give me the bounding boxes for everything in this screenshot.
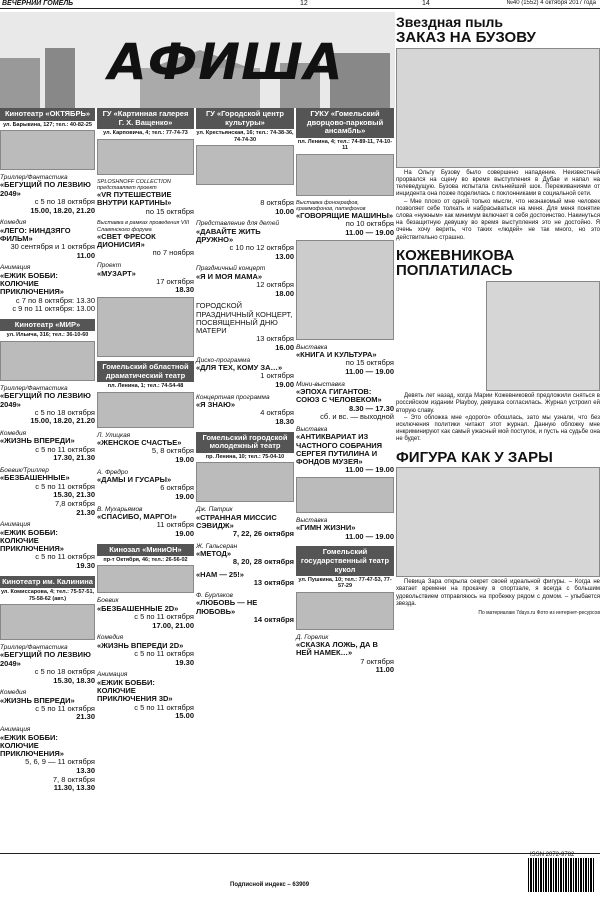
event-genre: Комедия [0, 689, 27, 697]
event-times: с 9 по 11 октября: 13.00 [12, 304, 95, 314]
event-dates: с 5 по 11 октября [35, 444, 95, 454]
event-title: «ЕЖИК БОББИ: КОЛЮЧИЕ ПРИКЛЮЧЕНИЯ» [0, 732, 64, 759]
event-times: 13.00 [275, 251, 294, 261]
venue-photo [97, 565, 194, 593]
event-times: 11.00 — 19.00 [345, 465, 394, 475]
event-genre: Дж. Патрик [196, 506, 233, 514]
event [0, 521, 95, 570]
event [0, 219, 95, 260]
event-dates: 13 октября [253, 578, 294, 588]
event [196, 302, 294, 352]
newspaper-name: ВЕЧЕРНИЙ ГОМЕЛЬ [2, 0, 74, 7]
event-title: «МЕТОД» [196, 549, 232, 559]
issn: ISSN 2072-9782 [530, 852, 575, 858]
event-times: 15.30, 18.30 [53, 675, 95, 685]
venue-name: Кинотеатр «МИР» [0, 319, 95, 332]
event [97, 634, 194, 667]
event-genre: Выставка [296, 425, 328, 433]
event-note: сб. и вс. — выходной [320, 412, 394, 422]
event-dates: 5, 6, 9 — 11 октября [25, 757, 95, 767]
event-photo [97, 297, 194, 357]
event [0, 467, 95, 517]
event-dates: по 15 октября [145, 206, 194, 216]
event-dates: с 5 по 11 октября [134, 649, 194, 659]
event-title: «ДАМЫ И ГУСАРЫ» [97, 475, 172, 485]
venue-address: ул. Карповича, 4; тел.: 77-74-73 [103, 130, 188, 137]
event [0, 726, 95, 793]
event-title: «ГИМН ЖИЗНИ» [296, 523, 356, 533]
event-title: «Я И МОЯ МАМА» [196, 271, 263, 281]
event-title: «ГОВОРЯЩИЕ МАШИНЫ» [296, 211, 394, 221]
event-times: 19.30 [175, 657, 194, 667]
event-dates: 13 октября [256, 334, 294, 344]
venue-photo [0, 604, 95, 640]
headline-kozhevnikova: КОЖЕВНИКОВА ПОПЛАТИЛАСЬ [396, 246, 515, 280]
event-genre: Концертная программа [196, 393, 270, 401]
event-title: «БЕГУЩИЙ ПО ЛЕЗВИЮ 2049» [0, 391, 91, 409]
event [97, 432, 194, 465]
venue-photo [0, 130, 95, 170]
event [0, 264, 95, 313]
event-times: 11.00 — 19.00 [345, 531, 394, 541]
event-title: «VR ПУТЕШЕСТВИЕ ВНУТРИ КАРТИНЫ» [97, 190, 172, 208]
event-genre: Комедия [97, 634, 124, 642]
event-title: «ДАВАЙТЕ ЖИТЬ ДРУЖНО» [196, 226, 261, 244]
event-times: 19.00 [175, 491, 194, 501]
venue-name: Гомельский областной драматический театр [97, 361, 194, 382]
column-culture-centre [196, 108, 294, 624]
event [296, 344, 394, 377]
event-title: «АНТИКВАРИАТ ИЗ ЧАСТНОГО СОБРАНИЯ СЕРГЕЯ ПУТИЛИНА И ФОНДОВ МУЗЕЯ» [296, 432, 383, 467]
column-palace-ensemble [296, 108, 394, 675]
event-times: 15.00, 18.20, 21.20 [30, 205, 95, 215]
event-dates: 7,8 октября [55, 498, 95, 508]
event-note: Выставка фонографов, граммофонов, патефонов [296, 199, 366, 212]
event-dates: 4 октября [260, 408, 294, 418]
event [296, 517, 394, 541]
event-title: «СВЕТ ФРЕСОК ДИОНИСИЯ» [97, 231, 156, 250]
event-times: 11.30, 13.30 [53, 783, 95, 793]
exhibition-photo [296, 477, 394, 513]
event-title: «БЕЗБАШЕННЫЕ» [0, 473, 70, 483]
event-title: «ЖИЗНЬ ВПЕРЕДИ» [0, 436, 75, 446]
event-title: «Я ЗНАЮ» [196, 400, 236, 409]
event-times: 15.00 [175, 711, 194, 721]
event-dates: с 10 по 12 октября [229, 243, 294, 253]
event-dates: 1 октября [260, 371, 294, 381]
event-dates: 5, 8 октября [151, 446, 194, 456]
event-times: 19.00 [175, 528, 194, 538]
event [296, 200, 394, 238]
event [196, 592, 294, 625]
event-dates: 7 октября [360, 656, 394, 666]
event-genre: Анимация [97, 671, 128, 679]
poster-photo [296, 240, 394, 340]
event [0, 430, 95, 463]
venue-address: пл. Ленина, 1; тел.: 74-54-48 [107, 383, 184, 390]
page-number-left: 12 [300, 0, 308, 7]
event-times: 11.00 — 19.00 [345, 366, 394, 376]
event [296, 634, 394, 675]
venue-name: ГУ «Городской центр культуры» [196, 108, 294, 129]
event-genre: Анимация [0, 264, 31, 272]
headline-zara: ФИГУРА КАК У ЗАРЫ [396, 448, 553, 466]
event-title: «КНИГА И КУЛЬТУРА» [296, 350, 377, 360]
event-genre: Комедия [0, 219, 27, 227]
event-dates: 11 октября [156, 520, 194, 530]
article-paragraph: – Мне плохо от одной только мысли, что незнакомый мне человек позволяет себе толкать и набрасываться на меня. Для меня понятие слова «нужным» как минимум включает в себя достоинство. Накинуться на безащитную девушку во время выступления это не достойно. Я очень хочу верить, что таких «людей» не так много, но это действительно страшно. [396, 198, 600, 241]
event-dates: с 5 по 18 октября [34, 666, 95, 676]
event-title: «ЕЖИК БОББИ: КОЛЮЧИЕ ПРИКЛЮЧЕНИЯ» [0, 527, 64, 554]
event [0, 385, 95, 426]
event-dates: 8, 20, 28 октября [232, 557, 294, 567]
event-note: Выставка в рамках проведения VIII Славянского форума [97, 220, 190, 233]
event-genre: Триллер/Фантастика [0, 643, 68, 651]
event-dates: с 7 по 8 октября: 13.30 [15, 295, 95, 305]
venue-address: ул. Ильича, 316; тел.: 36-10-60 [6, 332, 89, 339]
event-genre: Боевик [97, 597, 119, 605]
venue-name: Кинотеатр «ОКТЯБРЬ» [0, 108, 95, 121]
event [196, 571, 294, 588]
event-times: 11.00 [375, 665, 394, 675]
event [97, 262, 194, 295]
event-dates: 14 октября [253, 614, 294, 624]
event-title: «БЕГУЩИЙ ПО ЛЕЗВИЮ 2049» [0, 650, 91, 668]
event-genre: Ж. Гальсеран [196, 542, 238, 550]
event-dates: с 5 по 11 октября [35, 552, 95, 562]
event [196, 199, 294, 216]
event-note: SPLOSHNOFF COLLECTION представляет проект [97, 178, 171, 191]
photo-credit: По материалам 7days.ru Фото из интернет-ресурсов [478, 610, 600, 617]
event-genre: Л. Улицкая [97, 431, 131, 439]
event-times: 15.30, 21.30 [53, 490, 95, 500]
venue-photo [196, 462, 294, 502]
buzova-photo [396, 48, 600, 168]
event-title: «НАМ — 25!» [196, 570, 244, 579]
issue-line: №40 (1552) 4 октября 2017 года [506, 0, 596, 6]
event-dates: с 5 по 18 октября [34, 407, 95, 417]
event-genre: Диско-программа [196, 356, 251, 364]
event-title: «ЭПОХА ГИГАНТОВ: СОЮЗ С ЧЕЛОВЕКОМ» [296, 387, 382, 405]
event-title: ГОРОДСКОЙ ПРАЗДНИЧНЫЙ КОНЦЕРТ, ПОСВЯЩЕННЫЙ ДНЮ МАТЕРИ [196, 301, 293, 336]
event-dates: 17 октября [156, 276, 194, 286]
event-title: «ЖЕНСКОЕ СЧАСТЬЕ» [97, 438, 182, 448]
event-times: 21.30 [76, 712, 95, 722]
event-genre: Комедия [0, 430, 27, 437]
event-dates: с 5 по 11 октября [35, 703, 95, 713]
event-times: 17.00, 21.00 [152, 620, 194, 630]
event [0, 174, 95, 215]
article-paragraph: Певица Зара открыла секрет своей идеальной фигуры. – Когда не хватает времени на прокачку в спортзале, я всегда с большим удовольствием отправляюсь на пробежку рядом с домом. – улыбается звезда. [396, 579, 600, 607]
venue-address: пр-т Октября, 46; тел.: 26-56-02 [103, 557, 188, 564]
column-cinema-1 [0, 108, 95, 793]
venue-name: ГУКУ «Гомельский дворцово-парковый ансамбль» [296, 108, 394, 138]
venue-address: пр. Ленина, 10; тел.: 75-04-10 [205, 453, 285, 460]
event-times: 8.30 — 17.30 [348, 403, 394, 413]
event-genre: Анимация [0, 726, 31, 734]
kozhevnikova-photo [486, 281, 600, 391]
venue-photo [97, 392, 194, 428]
event-genre: Анимация [0, 521, 31, 529]
event-genre: Триллер/Фантастика [0, 384, 68, 392]
event-dates: 8 октября [260, 197, 294, 207]
event [196, 506, 294, 539]
venue-photo [296, 154, 394, 196]
venue-photo [196, 145, 294, 185]
event-dates: по 7 ноября [152, 248, 194, 258]
event-title: «СПАСИБО, МАРГО!» [97, 512, 177, 521]
event-genre: Представление для детей [196, 220, 280, 228]
masthead-title: АФИША [108, 33, 344, 91]
event-times: 11.00 [76, 250, 95, 260]
venue-photo [296, 592, 394, 630]
venue-name: Гомельский городской молодежный театр [196, 432, 294, 453]
event-title: «СКАЗКА ЛОЖЬ, ДА В НЕЙ НАМЕК…» [296, 640, 378, 658]
event-dates: с 5 по 11 октября [134, 702, 194, 712]
event-times: 13.30 [76, 765, 95, 775]
event [296, 426, 394, 475]
event-genre: Триллер/Фантастика [0, 173, 68, 181]
event-title: «СТРАННАЯ МИССИС СЭВИДЖ» [196, 512, 277, 530]
event-dates: 6 октября [160, 483, 194, 493]
event-dates: по 10 октября [345, 219, 394, 229]
event-dates: 7, 22, 26 октября [232, 529, 294, 539]
section-rubric: Звездная пыль [396, 14, 504, 30]
event-dates: 12 октября [256, 280, 294, 290]
event [196, 357, 294, 390]
event-genre: А. Фредро [97, 468, 129, 476]
event [97, 179, 194, 217]
venue-name: Кинозал «МиниОН» [97, 544, 194, 557]
venue-photo [0, 341, 95, 381]
venue-name: Гомельский государственный театр кукол [296, 546, 394, 576]
article-paragraph: Девять лет назад, когда Марии Кожевниковой предложили сняться в российском издании Playboy, девушка согласилась. Журнал устроил ей вторую славу. [396, 393, 600, 414]
event-title: «ЛЮБОВЬ — НЕ ЛЮБОВЬ» [196, 598, 258, 616]
event-title: «ЕЖИК БОББИ: КОЛЮЧИЕ ПРИКЛЮЧЕНИЯ 3D» [97, 677, 173, 704]
event-times: 11.00 — 19.00 [345, 228, 394, 237]
event-title: «ЖИЗНЬ ВПЕРЕДИ 2D» [97, 640, 184, 650]
event-dates: с 5 по 11 октября [35, 481, 95, 491]
event-genre: Д. Горелик [296, 633, 329, 641]
event-genre: В. Мухарьямов [97, 505, 143, 513]
venue-address: ул. Барыкина, 127; тел.: 40-82-25 [3, 121, 92, 128]
top-rule [0, 8, 600, 9]
event-times: 16.00 [275, 342, 294, 352]
event-title: «ДЛЯ ТЕХ, КОМУ ЗА…» [196, 363, 283, 373]
venue-name: ГУ «Картинная галерея Г. Х. Ващенко» [97, 108, 194, 129]
venue-address: ул. Пушкина, 10; тел.: 77-47-53, 77-57-29 [298, 577, 392, 590]
event [97, 597, 194, 630]
event-times: 18.30 [175, 285, 194, 295]
event-title: «ЖИЗНЬ ВПЕРЕДИ» [0, 695, 75, 705]
event-dates: 7, 8 октября [52, 774, 95, 784]
event-times: 18.00 [275, 288, 294, 298]
article-paragraph: – Это обложка мне «дорого» обошлась, зато мы узнали, что без исключения политики читают этот журнал. Данную обложку мне инкриминируют как самый ужасный мой поступок, и пусть на судьбе она не будет. [396, 414, 600, 443]
event [196, 543, 294, 567]
event [97, 506, 194, 539]
event-genre: Мини-выставка [296, 380, 345, 388]
event-genre: Выставка [296, 343, 328, 351]
event-title: «ЕЖИК БОББИ: КОЛЮЧИЕ ПРИКЛЮЧЕНИЯ» [0, 270, 64, 297]
event-dates: с 5 по 18 октября [34, 196, 95, 206]
venue-address: пл. Ленина, 4; тел.: 74-89-11, 74-10-11 [297, 138, 393, 152]
event-genre: Ф. Бурлаков [196, 591, 233, 599]
event-dates: 30 сентября и 1 октября [10, 242, 95, 252]
article-paragraph: На Ольгу Бузову было совершено нападение. Неизвестный прорвался на сцену во время выступления в Дубае и напал на телеведущую. Бузова испытала сильнейший шок. Переживаниями от инцидента она позже поделилась с поклонниками в социальной сети. [396, 169, 600, 198]
event-title: «БЕЗБАШЕННЫЕ 2D» [97, 603, 179, 613]
event [196, 394, 294, 427]
event [296, 381, 394, 422]
event [0, 644, 95, 685]
event-times: 19.00 [275, 379, 294, 389]
event [196, 265, 294, 298]
event [97, 220, 194, 258]
event-times: 21.30 [76, 507, 95, 517]
event-times: 19.30 [76, 561, 95, 571]
event-title: «МУЗАРТ» [97, 268, 136, 278]
column-gallery-theatre [97, 108, 194, 721]
subscription-index: Подписной индекс – 63909 [230, 882, 310, 888]
event-times: 17.30, 21.30 [53, 453, 95, 463]
masthead [0, 12, 395, 108]
headline-buzova: ЗАКАЗ НА БУЗОВУ [396, 29, 536, 47]
event [0, 689, 95, 722]
event-genre: Проект [97, 262, 122, 270]
event-genre: Боевик/Триллер [0, 466, 49, 474]
barcode-icon [528, 858, 594, 892]
venue-name: Кинотеатр им. Калинина [0, 576, 95, 589]
venue-address: ул. Комиссарова, 4; тел.: 75-57-51, 75-58-62 (авт.) [0, 589, 95, 602]
event-times: 15.00, 18.20, 21.20 [30, 416, 95, 426]
event-times: 18.30 [275, 416, 294, 426]
celebrity-news-column [396, 12, 600, 617]
event [97, 469, 194, 502]
venue-photo [97, 139, 194, 175]
event-times: 19.00 [175, 454, 194, 464]
imprint-footer [0, 853, 600, 897]
zara-photo [396, 467, 600, 577]
page-number-right: 14 [422, 0, 430, 7]
event-genre: Выставка [296, 516, 328, 524]
venue-address: ул. Крестьянская, 16; тел.: 74-38-36, 74-74-30 [196, 130, 294, 143]
event [196, 220, 294, 261]
event-dates: по 15 октября [345, 358, 394, 368]
event [97, 671, 194, 720]
event-dates: с 5 по 11 октября [134, 612, 194, 622]
event-title: «ЛЕГО: НИНДЗЯГО ФИЛЬМ» [0, 225, 71, 243]
event-times: 10.00 [275, 206, 294, 216]
event-genre: Праздничный концерт [196, 265, 266, 273]
event-title: «БЕГУЩИЙ ПО ЛЕЗВИЮ 2049» [0, 180, 91, 198]
